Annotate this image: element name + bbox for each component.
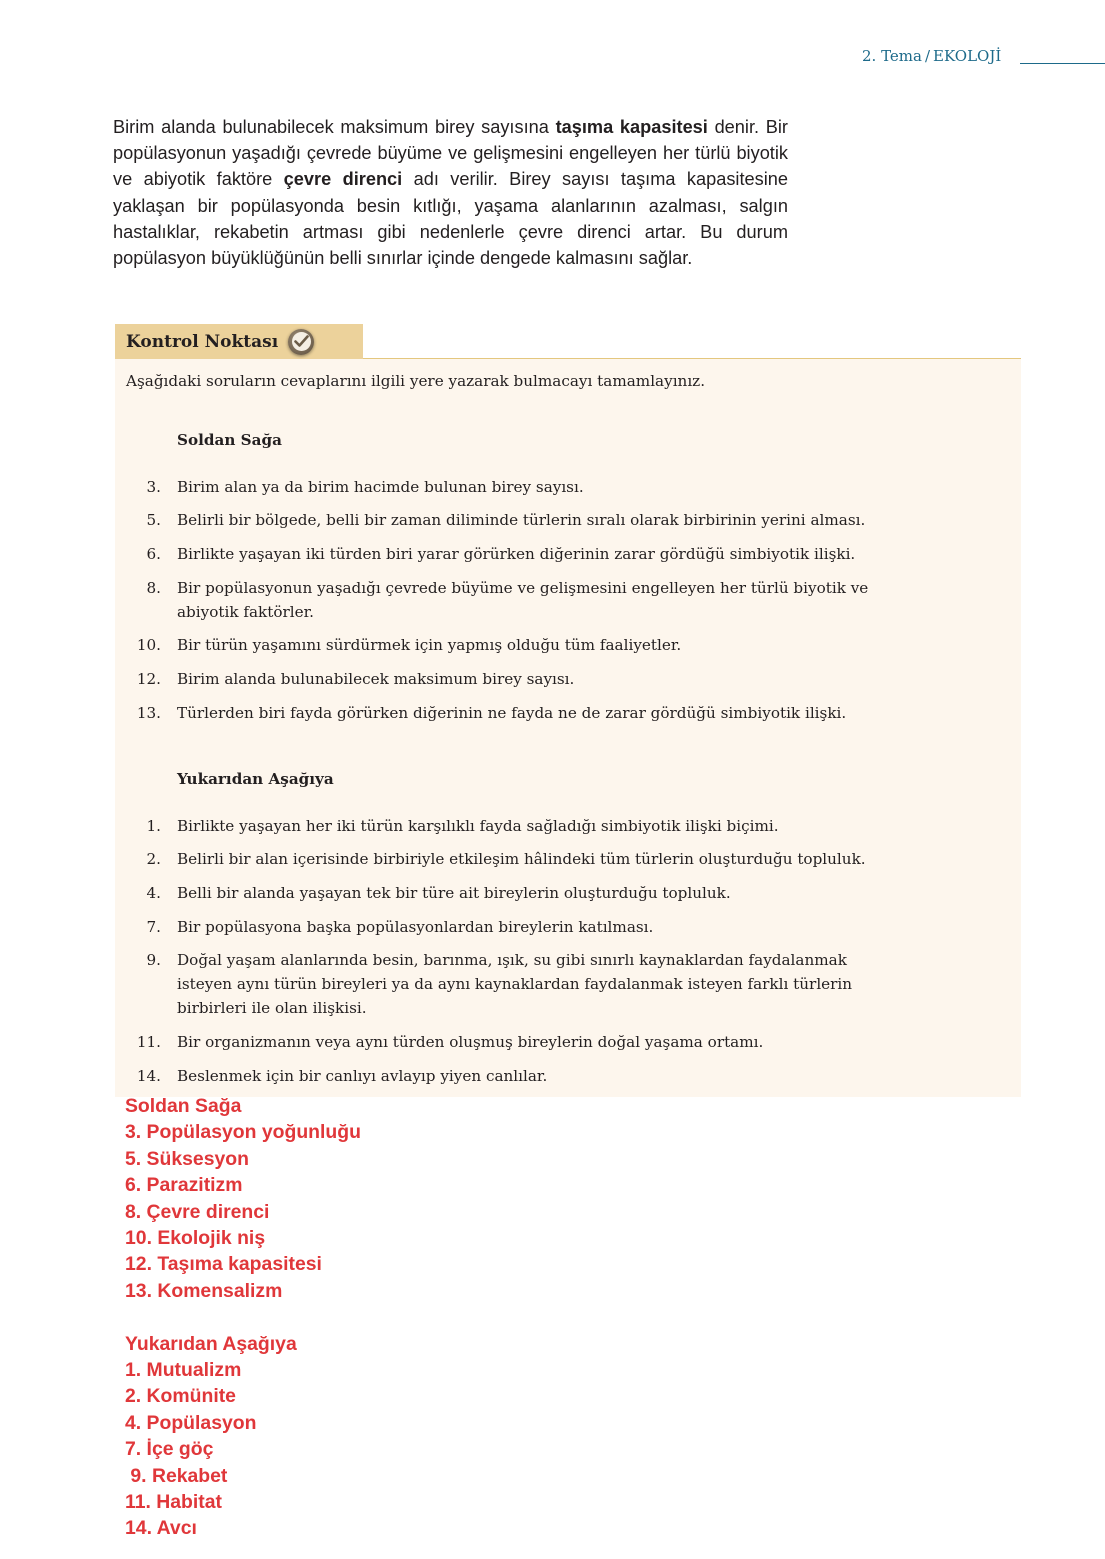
clue-item (126, 576, 906, 624)
clue-text: Belli bir alanda yaşayan tek bir türe ait bireylerin oluşturduğu topluluk. (177, 884, 731, 902)
clue-number: 7. (146, 918, 161, 936)
clue-item (126, 542, 906, 566)
answer-item: 3. Popülasyon yoğunluğu (125, 1121, 361, 1144)
clue-text: Birlikte yaşayan iki türden biri yarar görürken diğerinin zarar gördüğü simbiyotik ilişki. (177, 545, 856, 563)
clue-number: 2. (146, 850, 161, 868)
header-separator: / (924, 47, 931, 65)
answer-item: 11. Habitat (125, 1491, 222, 1514)
clue-item (126, 1030, 906, 1054)
answer-item: 9. Rekabet (125, 1464, 228, 1487)
clue-number: 11. (136, 1033, 161, 1051)
intro-text: denir. Bir popülasyonun yaşadığı çevrede büyüme ve gelişmesini engelleyen her türlü biyotik ve abiyotik faktöre (113, 117, 788, 190)
checkmark-badge-icon (288, 329, 314, 355)
clue-text: Bir popülasyona başka popülasyonlardan bireylerin katılması. (177, 918, 654, 936)
clue-item (126, 508, 906, 532)
answer-item: 7. İçe göç (125, 1438, 214, 1461)
answer-item: 2. Komünite (125, 1385, 236, 1408)
clue-text: Bir popülasyonun yaşadığı çevrede büyüme ve gelişmesini engelleyen her türlü biyotik ve abiyotik faktörler. (177, 579, 869, 621)
running-header (862, 47, 1001, 65)
clue-item (126, 667, 906, 691)
term-cevre-direnci: çevre direnci (283, 169, 403, 190)
clue-number: 12. (136, 670, 161, 688)
clue-number: 4. (146, 884, 161, 902)
answer-heading-yukaridan-asagiya: Yukarıdan Aşağıya (125, 1332, 297, 1355)
clue-text: Türlerden biri fayda görürken diğerinin ne fayda ne de zarar gördüğü simbiyotik ilişki. (177, 704, 847, 722)
clue-item (126, 948, 906, 1020)
answer-item: 12. Taşıma kapasitesi (125, 1253, 322, 1276)
header-rule (1020, 63, 1105, 64)
answer-item: 5. Süksesyon (125, 1147, 249, 1170)
answer-item: 13. Komensalizm (125, 1279, 283, 1302)
clue-text: Birlikte yaşayan her iki türün karşılıklı fayda sağladığı simbiyotik ilişki biçimi. (177, 817, 779, 835)
clue-number: 5. (146, 511, 161, 529)
heading-yukaridan-asagiya: Yukarıdan Aşağıya (177, 770, 334, 788)
clue-number: 3. (146, 478, 161, 496)
clue-item (126, 847, 906, 871)
kontrol-noktasi-title: Kontrol Noktası (126, 331, 279, 352)
clue-number: 6. (146, 545, 161, 563)
clue-text: Birim alan ya da birim hacimde bulunan birey sayısı. (177, 478, 584, 496)
clue-number: 14. (136, 1067, 161, 1085)
clue-text: Belirli bir alan içerisinde birbiriyle etkileşim hâlindeki tüm türlerin oluşturduğu topluluk. (177, 850, 866, 868)
answer-item: 8. Çevre direnci (125, 1200, 270, 1223)
intro-text: Birim alanda bulunabilecek maksimum birey sayısına (113, 117, 556, 137)
clue-item (126, 814, 906, 838)
instruction-text: Aşağıdaki soruların cevaplarını ilgili yere yazarak bulmacayı tamamlayınız. (126, 372, 706, 390)
header-topic: EKOLOJİ (933, 47, 1002, 65)
clue-item (126, 475, 906, 499)
clue-text: Belirli bir bölgede, belli bir zaman diliminde türlerin sıralı olarak birbirinin yerini alması. (177, 511, 866, 529)
intro-paragraph (113, 114, 788, 271)
clue-number: 10. (136, 636, 161, 654)
clue-number: 9. (146, 951, 161, 969)
clue-text: Bir organizmanın veya aynı türden oluşmuş bireylerin doğal yaşama ortamı. (177, 1033, 764, 1051)
clue-text: Beslenmek için bir canlıyı avlayıp yiyen canlılar. (177, 1067, 548, 1085)
clue-item (126, 1064, 906, 1088)
clue-number: 1. (146, 817, 161, 835)
clue-item (126, 633, 906, 657)
kontrol-noktasi-tab (115, 324, 363, 359)
clue-text: Doğal yaşam alanlarında besin, barınma, ışık, su gibi sınırlı kaynaklardan faydalanmak isteyen aynı türün bireyleri ya da aynı kaynaklardan faydalanmak isteyen farklı türlerin birbirleri ile olan ilişkisi. (177, 951, 853, 1017)
answer-key (125, 1093, 361, 1542)
term-tasima-kapasitesi: taşıma kapasitesi (555, 117, 708, 137)
answer-item: 1. Mutualizm (125, 1359, 242, 1382)
clue-number: 13. (136, 704, 161, 722)
answer-item: 4. Popülasyon (125, 1411, 257, 1434)
clue-text: Bir türün yaşamını sürdürmek için yapmış olduğu tüm faaliyetler. (177, 636, 682, 654)
clue-item (126, 881, 906, 905)
clue-number: 8. (146, 579, 161, 597)
header-section: 2. Tema (862, 47, 922, 65)
answer-heading-soldan-saga: Soldan Sağa (125, 1095, 242, 1117)
answer-item: 6. Parazitizm (125, 1174, 243, 1197)
answer-item: 10. Ekolojik niş (125, 1227, 266, 1250)
clue-item (126, 915, 906, 939)
spacer (125, 1304, 361, 1330)
heading-soldan-saga: Soldan Sağa (177, 431, 282, 449)
intro-text: adı verilir. Birey sayısı taşıma kapasitesine yaklaşan bir popülasyonda besin kıtlığı, yaşama alanlarının azalması, salgın hastalıklar, rekabetin artması gibi nedenlerle çevre direnci artar. Bu durum popülasyon büyüklüğünün belli sınırlar içinde dengede kalmasını sağlar. (113, 169, 788, 269)
clue-text: Birim alanda bulunabilecek maksimum birey sayısı. (177, 670, 575, 688)
answer-item: 14. Avcı (125, 1517, 197, 1540)
clue-item (126, 701, 906, 725)
